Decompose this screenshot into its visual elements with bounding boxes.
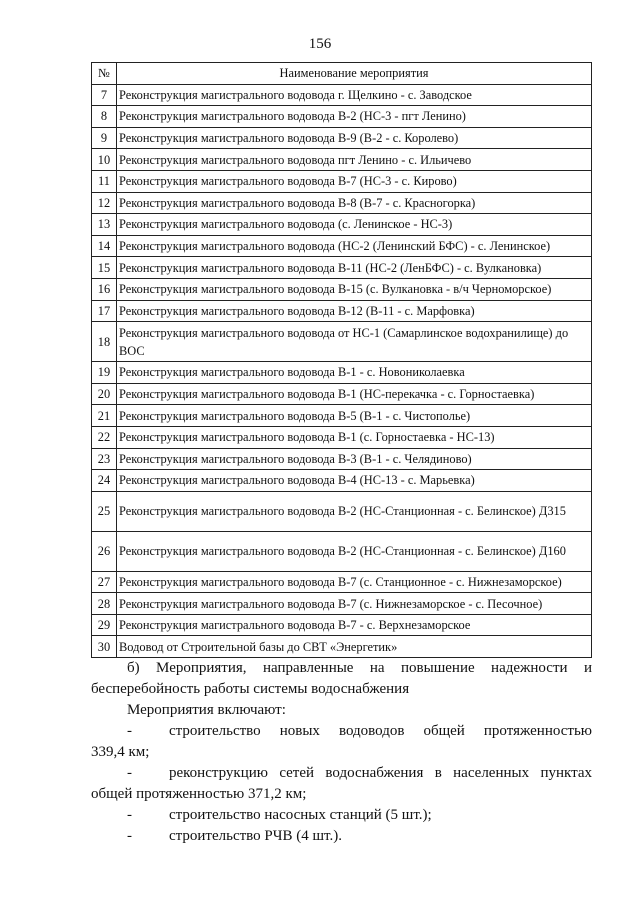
- table-header-row: [92, 63, 592, 85]
- bullet-item: [91, 763, 592, 805]
- measures-table: [91, 62, 592, 658]
- row-name: Реконструкция магистрального водовода (НС-2 (Ленинский БФС) - с. Ленинское): [117, 235, 592, 257]
- row-name: Реконструкция магистрального водовода В-5 (В-1 - с. Чистополье): [117, 405, 592, 427]
- table-row: [92, 300, 592, 322]
- row-name: Реконструкция магистрального водовода В-8 (В-7 - с. Красногорка): [117, 192, 592, 214]
- intro-paragraph: Мероприятия включают:: [127, 702, 286, 718]
- row-number: 17: [92, 300, 117, 322]
- row-number: 30: [92, 636, 117, 658]
- bullet-text: строительство новых водоводов общей протяженностью: [169, 723, 592, 739]
- row-number: 23: [92, 448, 117, 470]
- table-row: [92, 470, 592, 492]
- body-text: [91, 658, 592, 847]
- table-row: [92, 491, 592, 531]
- row-number: 14: [92, 235, 117, 257]
- row-name: Реконструкция магистрального водовода В-9 (В-2 - с. Королево): [117, 127, 592, 149]
- table-row: [92, 278, 592, 300]
- table-row: [92, 127, 592, 149]
- bullet-continuation: 339,4 км;: [91, 744, 150, 760]
- page-number: 156: [308, 36, 332, 52]
- table-row: [92, 426, 592, 448]
- row-number: 19: [92, 362, 117, 384]
- table-row: [92, 593, 592, 615]
- row-name: Реконструкция магистрального водовода В-7 - с. Верхнезаморское: [117, 614, 592, 636]
- row-name: Реконструкция магистрального водовода В-3 (В-1 - с. Челядиново): [117, 448, 592, 470]
- table-row: [92, 257, 592, 279]
- row-name: Реконструкция магистрального водовода В-7 (с. Нижнезаморское - с. Песочное): [117, 593, 592, 615]
- row-name: Реконструкция магистрального водовода В-4 (НС-13 - с. Марьевка): [117, 470, 592, 492]
- table-row: [92, 235, 592, 257]
- table-row: [92, 531, 592, 571]
- bullet-text: строительство насосных станций (5 шт.);: [169, 807, 432, 823]
- bullet-item: [91, 826, 592, 847]
- column-header-name: Наименование мероприятия: [117, 63, 592, 85]
- row-name: Реконструкция магистрального водовода В-7 (с. Станционное - с. Нижнезаморское): [117, 571, 592, 593]
- bullet-dash: -: [127, 765, 132, 781]
- table-row: [92, 636, 592, 658]
- bullet-dash: -: [127, 807, 132, 823]
- table-row: [92, 362, 592, 384]
- row-number: 7: [92, 84, 117, 106]
- row-name: Реконструкция магистрального водовода (с. Ленинское - НС-3): [117, 214, 592, 236]
- bullet-item: [91, 721, 592, 763]
- table-row: [92, 170, 592, 192]
- table-row: [92, 84, 592, 106]
- row-number: 12: [92, 192, 117, 214]
- table-row: [92, 149, 592, 171]
- bullet-text: реконструкцию сетей водоснабжения в населенных пунктах: [169, 765, 592, 781]
- row-name: Реконструкция магистрального водовода В-1 - с. Новониколаевка: [117, 362, 592, 384]
- row-number: 21: [92, 405, 117, 427]
- row-number: 18: [92, 322, 117, 362]
- row-name: Реконструкция магистрального водовода В-1 (НС-перекачка - с. Горностаевка): [117, 383, 592, 405]
- row-name: Реконструкция магистрального водовода г. Щелкино - с. Заводское: [117, 84, 592, 106]
- section-heading-line2: бесперебойность работы системы водоснабжения: [91, 681, 410, 697]
- bullet-dash: -: [127, 723, 132, 739]
- row-number: 22: [92, 426, 117, 448]
- table-row: [92, 614, 592, 636]
- row-name: Реконструкция магистрального водовода В-2 (НС-3 - пгт Ленино): [117, 106, 592, 128]
- row-name: Реконструкция магистрального водовода В-15 (с. Вулкановка - в/ч Черноморское): [117, 278, 592, 300]
- row-name: Реконструкция магистрального водовода В-1 (с. Горностаевка - НС-13): [117, 426, 592, 448]
- row-number: 25: [92, 491, 117, 531]
- table-row: [92, 448, 592, 470]
- row-number: 29: [92, 614, 117, 636]
- row-number: 27: [92, 571, 117, 593]
- table-row: [92, 214, 592, 236]
- table-row: [92, 571, 592, 593]
- table-row: [92, 405, 592, 427]
- bullet-dash: -: [127, 828, 132, 844]
- bullet-item: [91, 805, 592, 826]
- bullet-continuation: общей протяженностью 371,2 км;: [91, 786, 307, 802]
- row-name: Водовод от Строительной базы до СВТ «Энергетик»: [117, 636, 592, 658]
- row-number: 8: [92, 106, 117, 128]
- row-name: Реконструкция магистрального водовода В-2 (НС-Станционная - с. Белинское) Д315: [117, 491, 592, 531]
- row-number: 20: [92, 383, 117, 405]
- row-number: 24: [92, 470, 117, 492]
- section-heading-line1: б) Мероприятия, направленные на повышение надежности и: [127, 660, 592, 676]
- table-row: [92, 383, 592, 405]
- row-name: Реконструкция магистрального водовода В-12 (В-11 - с. Марфовка): [117, 300, 592, 322]
- table-row: [92, 106, 592, 128]
- row-number: 9: [92, 127, 117, 149]
- row-name: Реконструкция магистрального водовода от НС-1 (Самарлинское водохранилище) до ВОС: [117, 322, 592, 362]
- table-row: [92, 322, 592, 362]
- table-row: [92, 192, 592, 214]
- row-number: 16: [92, 278, 117, 300]
- row-name: Реконструкция магистрального водовода пгт Ленино - с. Ильичево: [117, 149, 592, 171]
- row-number: 26: [92, 531, 117, 571]
- column-header-number: №: [92, 63, 117, 85]
- row-number: 10: [92, 149, 117, 171]
- row-number: 13: [92, 214, 117, 236]
- row-number: 11: [92, 170, 117, 192]
- row-number: 15: [92, 257, 117, 279]
- row-name: Реконструкция магистрального водовода В-7 (НС-3 - с. Кирово): [117, 170, 592, 192]
- row-number: 28: [92, 593, 117, 615]
- bullet-text: строительство РЧВ (4 шт.).: [169, 828, 342, 844]
- row-name: Реконструкция магистрального водовода В-11 (НС-2 (ЛенБФС) - с. Вулкановка): [117, 257, 592, 279]
- row-name: Реконструкция магистрального водовода В-2 (НС-Станционная - с. Белинское) Д160: [117, 531, 592, 571]
